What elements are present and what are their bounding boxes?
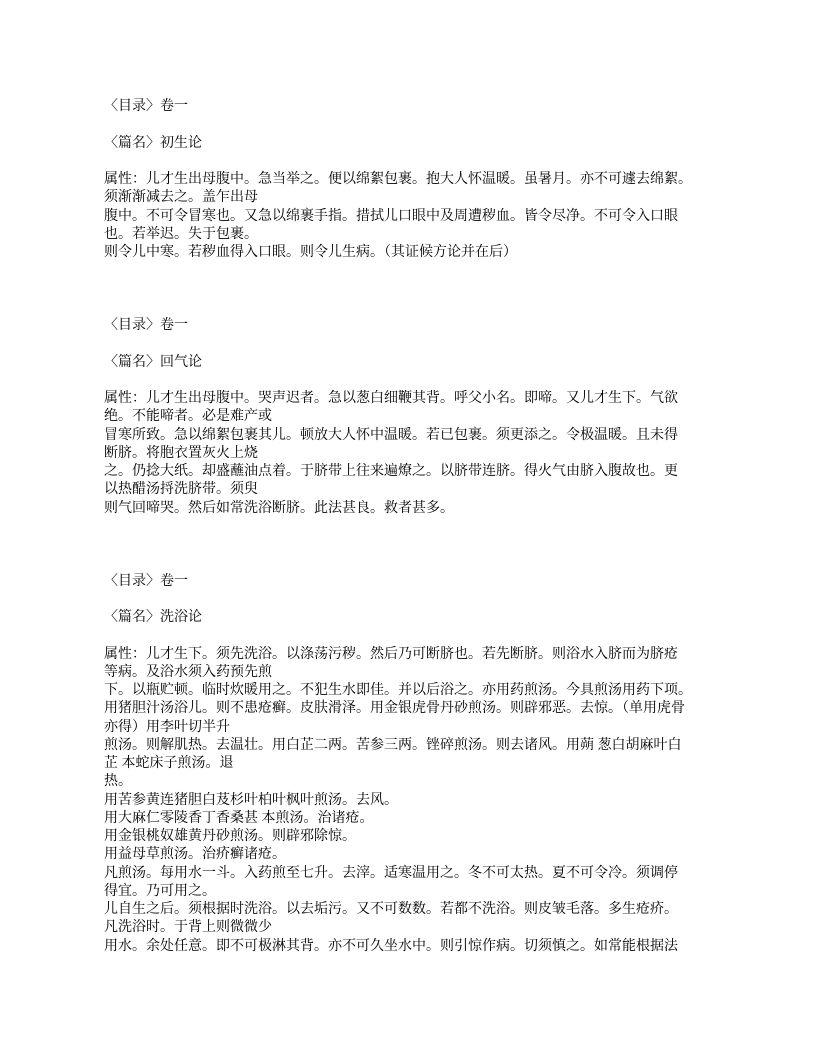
section-title: 〈篇名〉回气论 <box>104 354 202 370</box>
toc-heading: 〈目录〉卷一 <box>104 318 188 333</box>
section-chusheng-lun <box>104 98 776 262</box>
text-line: 芷 本蛇床子煎汤。退 <box>104 756 234 771</box>
text-line: 属性：儿才生下。须先洗浴。以涤荡污秽。然后乃可断脐也。若先断脐。则浴水入脐而为脐疮 <box>104 646 678 662</box>
text-line: 用水。余处任意。即不可极淋其背。亦不可久坐水中。则引惊作病。切须慎之。如常能根据法 <box>104 938 678 954</box>
text-line: 以热醋汤捋洗脐带。须臾 <box>104 482 258 498</box>
text-line: 绝。不能啼者。必是难产或 <box>104 409 272 425</box>
text-line: 等病。及浴水须入药预先煎 <box>104 664 272 680</box>
text-line: 用苦参黄连猪胆白芨杉叶柏叶枫叶煎汤。去风。 <box>104 792 398 808</box>
section-huiqi-lun <box>104 317 776 518</box>
text-line: 用金银桃奴雄黄丹砂煎汤。则辟邪除惊。 <box>104 829 356 844</box>
section-title: 〈篇名〉洗浴论 <box>104 610 202 625</box>
text-line: 用益母草煎汤。治疥癣诸疮。 <box>104 847 286 863</box>
text-line: 凡煎汤。每用水一斗。入药煎至七升。去滓。适寒温用之。冬不可太热。夏不可令冷。须调停 <box>104 865 678 881</box>
text-line: 儿自生之后。须根据时洗浴。以去垢污。又不可数数。若都不洗浴。则皮皱毛落。多生疮疥。 <box>104 902 678 917</box>
toc-heading: 〈目录〉卷一 <box>104 99 188 114</box>
text-line: 凡洗浴时。于背上则微微少 <box>104 920 272 936</box>
section-title: 〈篇名〉初生论 <box>104 135 202 151</box>
text-line: 腹中。不可令冒寒也。又急以绵裹手指。措拭儿口眼中及周遭秽血。皆令尽净。不可令入口眼 <box>104 208 678 224</box>
text-line: 之。仍捻大纸。却盛蘸油点着。于脐带上往来遍燎之。以脐带连脐。得火气由脐入腹故也。更 <box>104 464 678 479</box>
text-line: 须渐渐减去之。盖乍出母 <box>104 190 258 206</box>
text-line: 亦得）用李叶切半升 <box>104 719 230 735</box>
text-line: 热。 <box>104 774 132 790</box>
text-line: 冒寒所致。急以绵絮包裹其儿。顿放大人怀中温暖。若已包裹。须更添之。令极温暖。且未得 <box>104 427 678 443</box>
text-line: 也。若举迟。失于包裹。 <box>104 226 258 242</box>
toc-heading: 〈目录〉卷一 <box>104 573 188 589</box>
section-xiyu-lun <box>104 573 776 956</box>
text-line: 属性：儿才生出母腹中。急当举之。便以绵絮包裹。抱大人怀温暖。虽暑月。亦不可遽去绵絮。 <box>104 172 692 187</box>
text-line: 煎汤。则解肌热。去温壮。用白芷二两。苦参三两。锉碎煎汤。则去诸风。用蒴 葱白胡麻叶白 <box>104 737 682 753</box>
text-line: 用猪胆汁汤浴儿。则不患疮癣。皮肤滑泽。用金银虎骨丹砂煎汤。则辟邪恶。去惊。（单用虎骨 <box>104 701 685 717</box>
text-line: 则令儿中寒。若秽血得入口眼。则令儿生病。（其证候方论并在后） <box>104 245 517 260</box>
text-line: 得宜。乃可用之。 <box>104 883 216 899</box>
text-line: 断脐。将胞衣置灰火上烧 <box>104 445 258 461</box>
text-line: 属性：儿才生出母腹中。哭声迟者。急以葱白细鞭其背。呼父小名。即啼。又儿才生下。气欲 <box>104 391 678 406</box>
text-line: 下。以瓶贮顿。临时炊暖用之。不犯生水即佳。并以后浴之。亦用药煎汤。今具煎汤用药下项。 <box>104 683 692 698</box>
text-line: 则气回啼哭。然后如常洗浴断脐。此法甚良。救者甚多。 <box>104 500 454 516</box>
text-line: 用大麻仁零陵香丁香桑甚 本煎汤。治诸疮。 <box>104 810 374 826</box>
